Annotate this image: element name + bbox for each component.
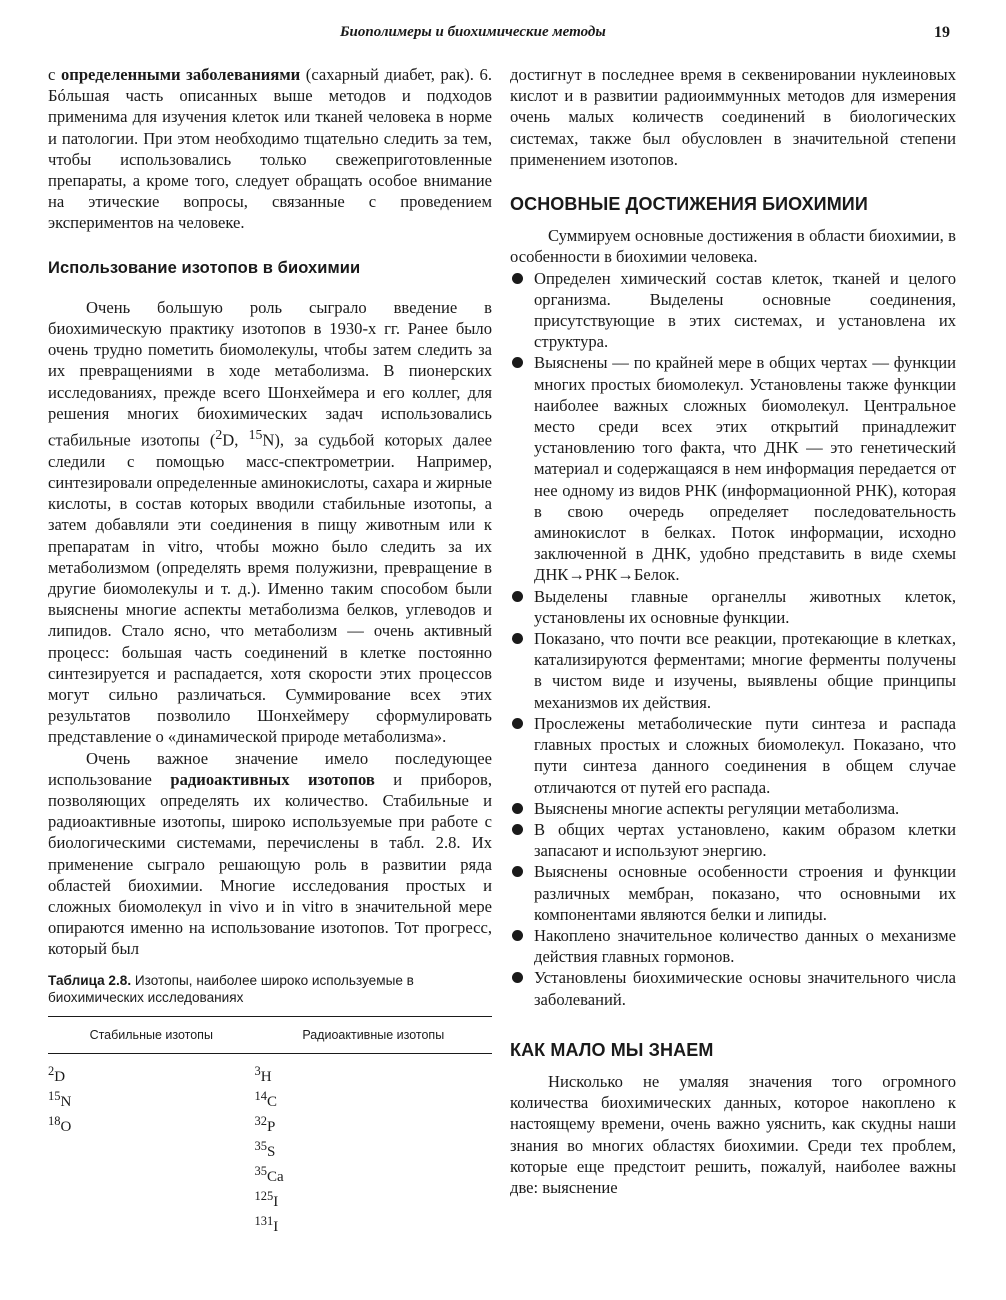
right-column bbox=[510, 64, 956, 1198]
bullet-icon bbox=[512, 803, 523, 814]
paragraph-diseases: с определенными заболеваниями (сахарный диабет, рак). 6. Бóльшая часть описанных выше методов и подходов применима для изучения клеток или тканей человека в норме и патологии. При этом необходимо тщательно следить за тем, чтобы использовались только свежеприготовленные препараты, а кроме того, следует обращать особое внимание на этические вопросы, связанные с проведением экспериментов на человеке. bbox=[48, 65, 492, 233]
section-heading-isotopes: Использование изотопов в биохимии bbox=[48, 258, 361, 277]
stable-isotope-cell: $^{15}$N bbox=[48, 1088, 72, 1110]
table-header-stable: Стабильные изотопы bbox=[48, 1016, 255, 1053]
stable-isotope-cell: $^{18}$O bbox=[48, 1113, 72, 1135]
bullet-icon bbox=[512, 633, 523, 644]
list-item: Выяснены основные особенности строения и функции различных мембран, показано, что основными их компонентами являются белки и липиды. bbox=[510, 861, 956, 925]
running-header bbox=[0, 24, 1006, 48]
list-item: Определен химический состав клеток, тканей и целого организма. Выделены основные соединения, присутствующие в этих системах, и установлена их структура. bbox=[510, 268, 956, 353]
section-heading-achievements: ОСНОВНЫЕ ДОСТИЖЕНИЯ БИОХИМИИ bbox=[510, 194, 868, 215]
list-item: Накоплено значительное количество данных о механизме действия главных гормонов. bbox=[510, 925, 956, 967]
isotopes-table-body bbox=[48, 1053, 492, 1237]
left-column bbox=[48, 64, 492, 1237]
list-item: Выяснены многие аспекты регуляции метаболизма. bbox=[510, 798, 956, 819]
table-row bbox=[48, 1087, 492, 1112]
table-row bbox=[48, 1112, 492, 1137]
table-row bbox=[48, 1137, 492, 1162]
list-item: Установлены биохимические основы значительного числа заболеваний. bbox=[510, 967, 956, 1009]
bullet-icon bbox=[512, 824, 523, 835]
section-heading-unknown: КАК МАЛО МЫ ЗНАЕМ bbox=[510, 1039, 714, 1060]
paragraph-isotopes-history: Очень большую роль сыграло введение в биохимическую практику изотопов в 1930-х гг. Ранее было очень трудно пометить биомолекулы, чтобы затем следить за их превращениями в ходе метаболизма. В пионерских исследованиях, прежде всего Шонхеймера и его коллег, для решения многих биохимических задач использовались стабильные изотопы ($^2$D, $^{15}$N), за судьбой которых далее следили с помощью масс-спектрометрии. Например, синтезировали определенные аминокислоты, сахара и жирные кислоты, в состав которых вводили стабильные изотопы, а затем добавляли эти соединения в пищу животным или к препаратам in vitro, чтобы можно было следить за их метаболизмом (определять время полужизни, превращение в другие биомолекулы и т. д.). Именно таким способом были выяснены многие аспекты метаболизма белков, углеводов и липидов. Стало ясно, что метаболизм — очень активный процесс: большая часть соединений в клетке постоянно синтезируется и распадается, хотя скорости этих процессов могут сильно различаться. Суммирование всех этих результатов позволило Шонхеймеру сформулировать представление о «динамической природе метаболизма». bbox=[48, 297, 492, 747]
bullet-icon bbox=[512, 866, 523, 877]
radioactive-isotope-cell: $^{35}$Ca bbox=[254, 1163, 284, 1185]
radioactive-isotope-cell: $^{35}$S bbox=[254, 1138, 276, 1160]
radioactive-isotope-cell: $^{32}$P bbox=[254, 1113, 276, 1135]
paragraph-achievements-intro: Суммируем основные достижения в области биохимии, в особенности в биохимии человека. bbox=[510, 226, 956, 267]
page-number: 19 bbox=[934, 24, 950, 41]
bullet-icon bbox=[512, 718, 523, 729]
bullet-icon bbox=[512, 357, 523, 368]
stable-isotope-cell bbox=[48, 1187, 255, 1212]
bullet-icon bbox=[512, 591, 523, 602]
stable-isotope-cell bbox=[48, 1137, 255, 1162]
radioactive-isotope-cell: $^{125}$I bbox=[254, 1188, 279, 1210]
table-row bbox=[48, 1187, 492, 1212]
achievements-list bbox=[510, 268, 956, 1010]
bullet-icon bbox=[512, 930, 523, 941]
bullet-icon bbox=[512, 972, 523, 983]
table-row bbox=[48, 1212, 492, 1237]
table-caption: Таблица 2.8. Изотопы, наиболее широко используемые в биохимических исследованиях bbox=[48, 972, 414, 1005]
radioactive-isotope-cell: $^3$H bbox=[254, 1063, 272, 1085]
radioactive-isotope-cell: $^{14}$C bbox=[254, 1088, 278, 1110]
paragraph-unknown: Нисколько не умаляя значения того огромного количества биохимических данных, которое накоплено к настоящему времени, очень важно уяснить, как скудны наши знания во многих областях биохимии. Среди тех проблем, которые еще предстоит решить, пожалуй, наиболее важны две: выяснение bbox=[510, 1071, 956, 1197]
stable-isotope-cell bbox=[48, 1162, 255, 1187]
list-item: Прослежены метаболические пути синтеза и распада главных простых и сложных биомолекул. Показано, что пути синтеза данного соединения в общем случае отличаются от путей его распада. bbox=[510, 713, 956, 798]
stable-isotope-cell: $^2$D bbox=[48, 1063, 66, 1085]
table-row bbox=[48, 1162, 492, 1187]
bold-term: определенными заболеваниями bbox=[60, 65, 301, 84]
paragraph-radioactive: Очень важное значение имело последующее использование радиоактивных изотопов и приборов, позволяющих определять их количество. Стабильные и радиоактивные изотопы, широко используемые при работе с биологическими системами, перечислены в табл. 2.8. Их применение сыграло решающую роль в развитии ряда областей биохимии. Многие исследования простых и сложных биомолекул in vivo и in vitro в значительной мере опираются именно на использование изотопов. Тот прогресс, который был bbox=[48, 748, 492, 959]
list-item: Выяснены — по крайней мере в общих чертах — функции многих простых биомолекул. Установлены также функции наиболее важных сложных биомолекул. Центральное место среди всех этих открытий принадлежит установлению того факта, что ДНК — это генетический материал и содержащаяся в нем информация передается от нее одному из видов РНК (информационной РНК), которая в свою очередь определяет последовательность аминокислот в белках. Поток информации, исходно заключенной в ДНК, удобно представить в виде схемы ДНК→РНК→Белок. bbox=[510, 352, 956, 585]
list-item: Показано, что почти все реакции, протекающие в клетках, катализируются ферментами; многие ферменты получены в чистом виде и изучены, выявлены общие принципы механизмов их действия. bbox=[510, 628, 956, 713]
radioactive-isotope-cell: $^{131}$I bbox=[254, 1213, 279, 1235]
table-row bbox=[48, 1053, 492, 1087]
bullet-icon bbox=[512, 273, 523, 284]
isotopes-table bbox=[48, 1016, 492, 1237]
list-item: Выделены главные органеллы животных клеток, установлены их основные функции. bbox=[510, 586, 956, 628]
running-title: Биополимеры и биохимические методы bbox=[340, 24, 606, 40]
bold-term: радиоактивных изотопов bbox=[170, 769, 375, 789]
list-item: В общих чертах установлено, каким образом клетки запасают и используют энергию. bbox=[510, 819, 956, 861]
table-caption-label: Таблица 2.8. bbox=[48, 972, 132, 988]
table-header-radioactive: Радиоактивные изотопы bbox=[255, 1016, 492, 1053]
stable-isotope-cell bbox=[48, 1212, 255, 1237]
paragraph-continued: достигнут в последнее время в секвенировании нуклеиновых кислот и в развитии радиоиммунных методов для измерения очень малых количеств соединений в биологических системах, также был обусловлен в значительной степени применением изотопов. bbox=[510, 65, 956, 169]
